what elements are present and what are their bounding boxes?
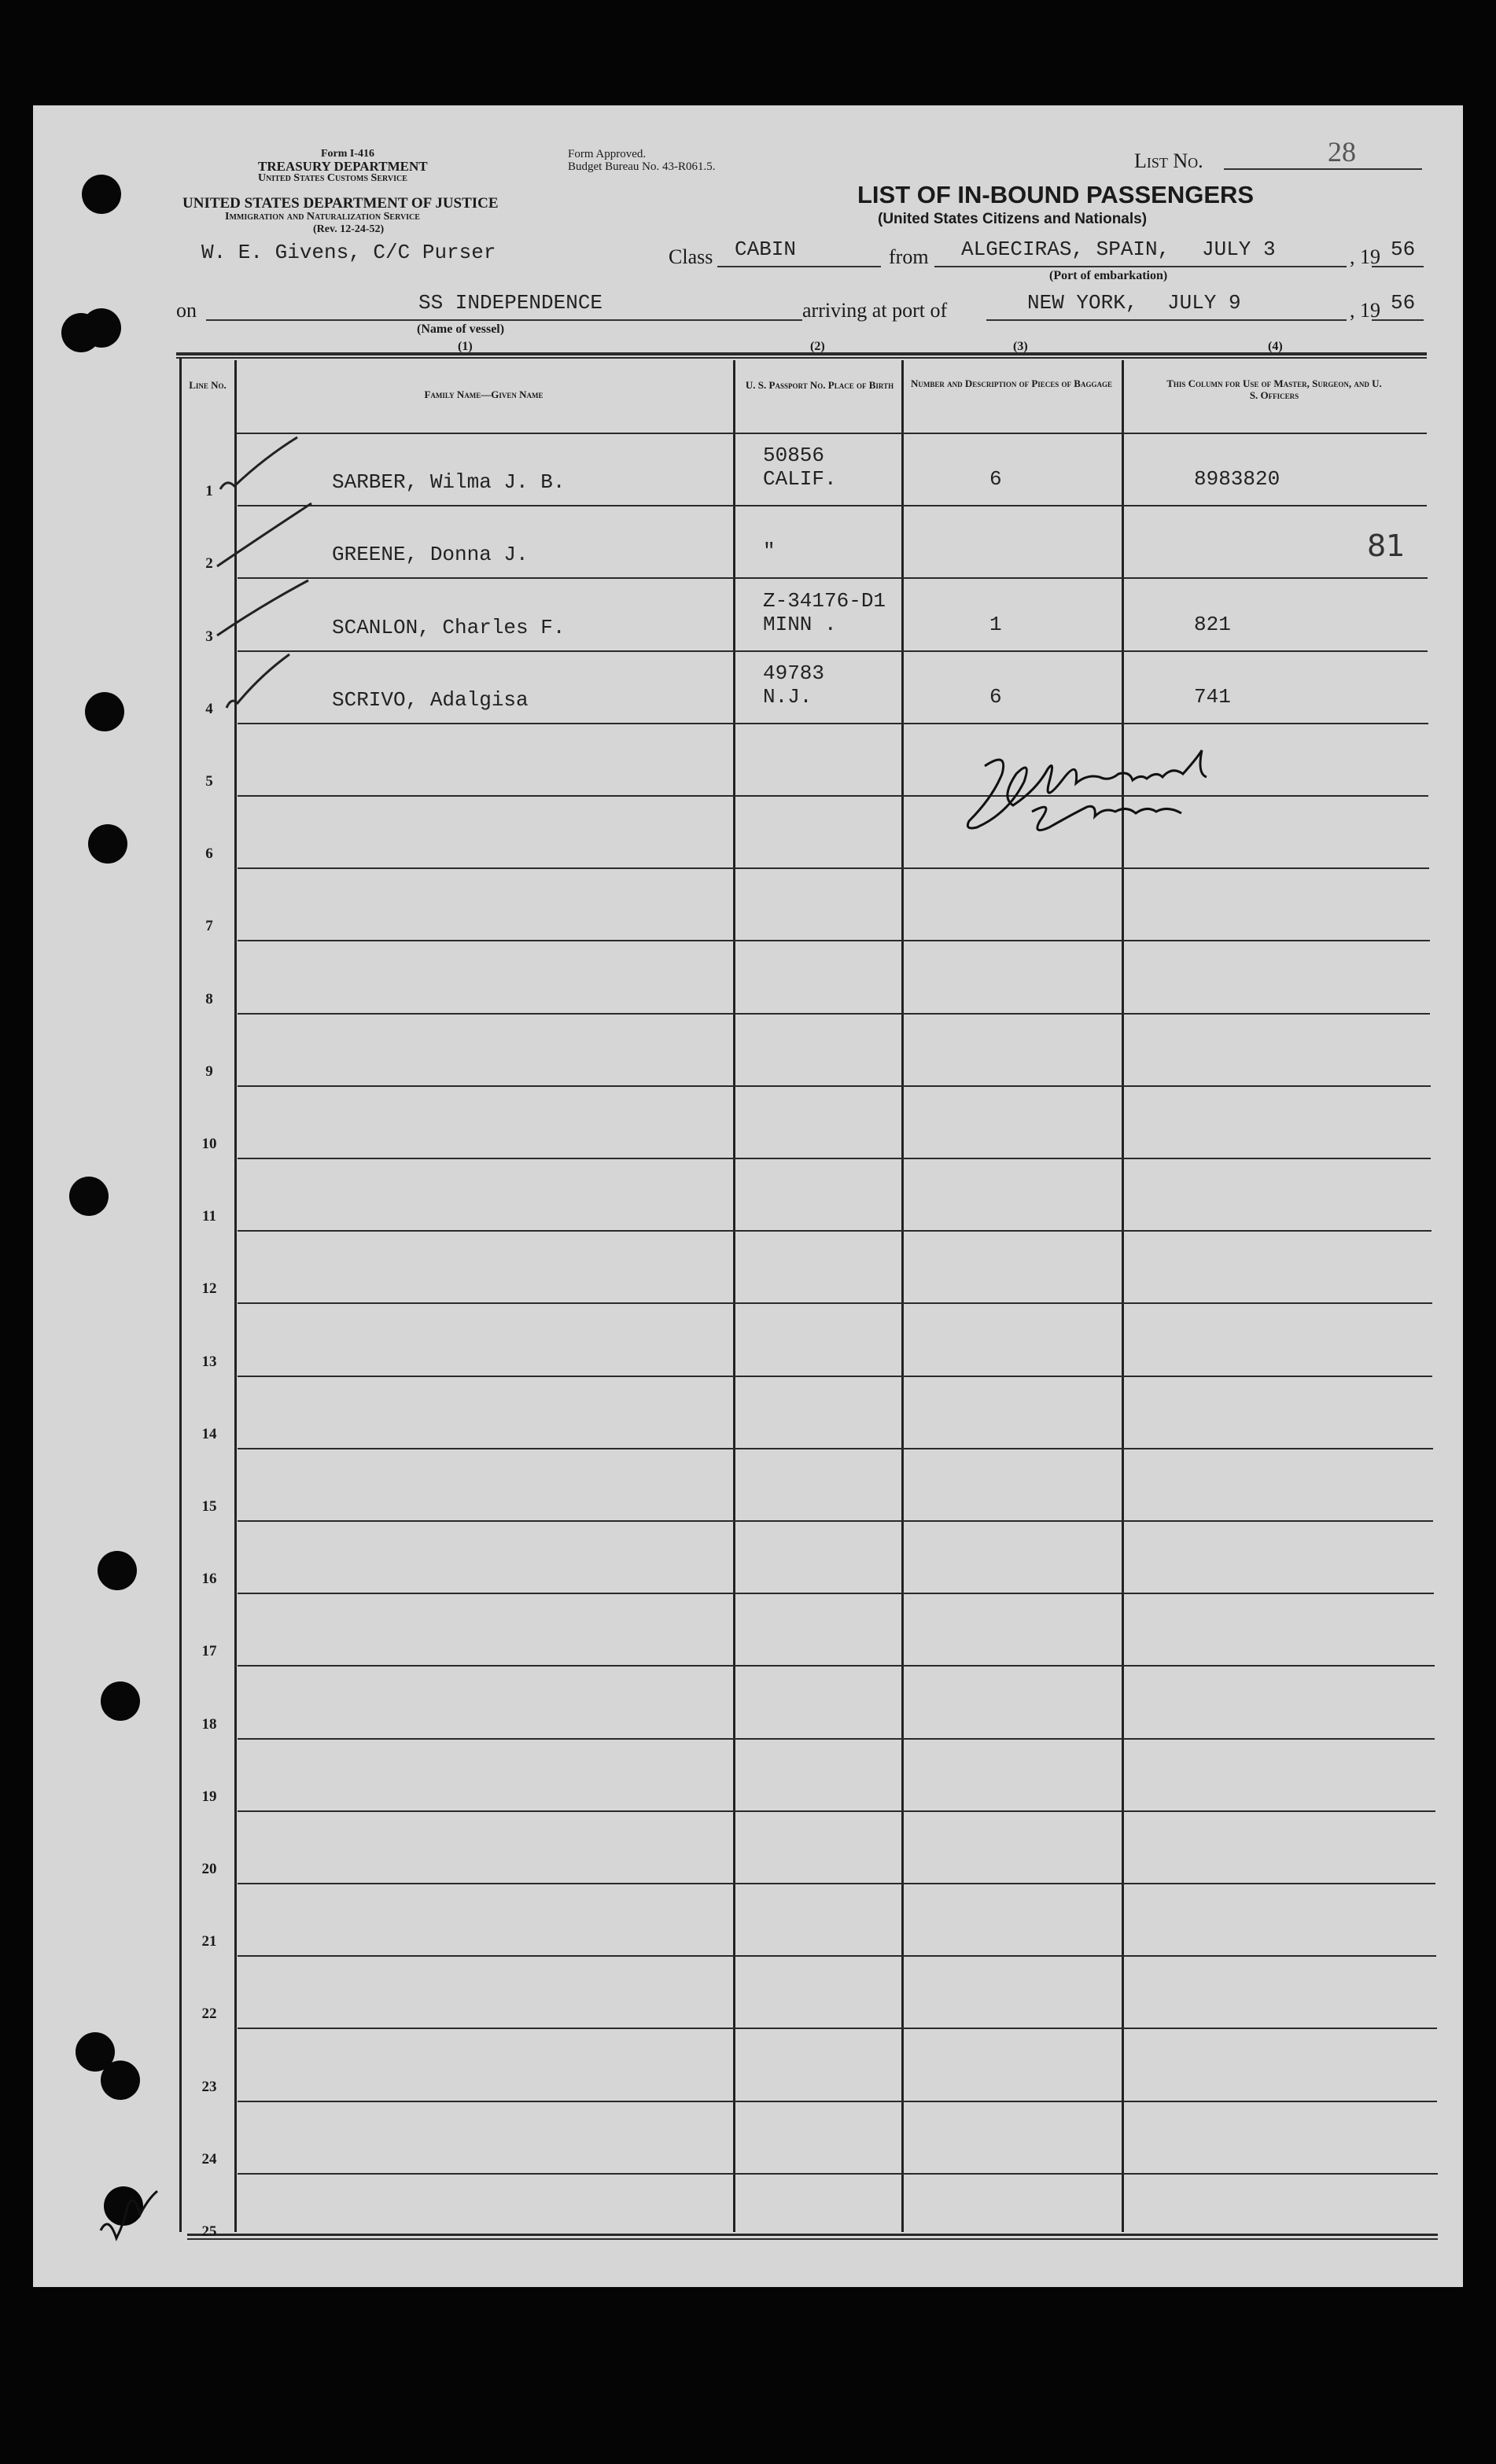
col-number-3: (3): [1013, 340, 1028, 353]
list-no-label: List No.: [1134, 149, 1203, 172]
row-rule: [238, 1013, 1430, 1015]
passenger-name: SCANLON, Charles F.: [332, 615, 566, 639]
row-rule: [238, 1593, 1434, 1594]
initials-mark-icon: [93, 2183, 164, 2246]
header-line-no: Line No.: [189, 379, 227, 391]
header-passport: U. S. Passport No. Place of Birth: [745, 379, 894, 391]
line-number: 18: [201, 1715, 217, 1733]
officer-entry: 8983820: [1194, 467, 1280, 492]
line-number: 22: [201, 2005, 217, 2023]
revision-date: (Rev. 12-24-52): [313, 223, 385, 235]
vessel-name: SS INDEPENDENCE: [418, 291, 603, 315]
form-number: Form I-416: [321, 148, 375, 160]
checkmark-icon: [217, 434, 304, 497]
punch-hole-icon: [88, 824, 127, 864]
place-of-birth: MINN .: [763, 612, 837, 636]
row-rule: [238, 577, 1428, 579]
line-number: 20: [201, 1861, 217, 1877]
line-number: 5: [205, 773, 213, 790]
punch-hole-icon: [82, 308, 121, 348]
year-prefix-2: , 19: [1350, 299, 1380, 322]
place-of-birth: N.J.: [763, 684, 812, 709]
embarkation-year: 56: [1391, 238, 1416, 261]
passenger-name: SARBER, Wilma J. B.: [332, 470, 566, 495]
line-number: 9: [205, 1063, 213, 1080]
place-of-birth: ": [763, 540, 776, 564]
arrival-date: JULY 9: [1167, 291, 1241, 315]
list-no-value: 28: [1328, 136, 1356, 168]
row-rule: [238, 1520, 1433, 1522]
arriving-label: arriving at port of: [802, 299, 948, 322]
customs-service: United States Customs Service: [258, 172, 407, 184]
from-label: from: [889, 245, 929, 268]
baggage-count: 6: [989, 467, 1002, 492]
line-number: 10: [201, 1136, 217, 1152]
form-approved: Form Approved.: [568, 148, 647, 160]
department-of-justice: UNITED STATES DEPARTMENT OF JUSTICE: [182, 195, 499, 212]
line-number: 3: [205, 628, 213, 645]
passenger-name: GREENE, Donna J.: [332, 543, 529, 567]
row-rule: [238, 650, 1428, 652]
passenger-name: SCRIVO, Adalgisa: [332, 687, 529, 712]
line-number: 4: [205, 700, 213, 717]
passport-number: Z-34176-D1: [763, 588, 886, 613]
line-number: 23: [201, 2078, 217, 2095]
officer-entry: 821: [1194, 612, 1231, 636]
punch-hole-icon: [85, 692, 124, 731]
checkmark-icon: [214, 577, 313, 640]
row-rule: [238, 1665, 1435, 1667]
arrival-port: NEW YORK,: [1027, 291, 1138, 315]
passport-number: 49783: [763, 661, 825, 685]
row-rule: [238, 1883, 1435, 1884]
line-number: 8: [205, 990, 213, 1007]
col-number-4: (4): [1268, 340, 1283, 353]
row-rule: [238, 867, 1429, 869]
officer-entry: 81: [1367, 529, 1406, 564]
page-title: LIST OF IN-BOUND PASSENGERS: [857, 181, 1255, 208]
purser-name: W. E. Givens, C/C Purser: [201, 241, 496, 264]
line-number: 1: [205, 483, 213, 500]
line-number: 11: [202, 1208, 216, 1225]
row-rule: [238, 2101, 1437, 2102]
place-of-birth: CALIF.: [763, 467, 837, 492]
checkmark-icon: [214, 500, 316, 571]
punch-hole-icon: [98, 1551, 137, 1590]
punch-hole-icon: [69, 1177, 109, 1216]
page-subtitle: (United States Citizens and Nationals): [878, 211, 1148, 227]
embarkation-date: JULY 3: [1202, 238, 1276, 261]
row-rule: [238, 1230, 1432, 1232]
treasury-department: TREASURY DEPARTMENT: [258, 159, 428, 174]
row-rule: [238, 2173, 1438, 2175]
line-number: 16: [201, 1571, 217, 1588]
line-number: 6: [205, 845, 213, 863]
line-number: 25: [201, 2223, 217, 2240]
header-baggage: Number and Description of Pieces of Baggage: [911, 378, 1112, 389]
signature-icon: [961, 742, 1221, 845]
on-label: on: [176, 299, 197, 322]
line-number: 19: [201, 1788, 217, 1805]
checkmark-icon: [223, 651, 294, 713]
line-number: 15: [201, 1498, 217, 1515]
row-rule: [238, 795, 1428, 797]
year-prefix-1: 19: [1360, 245, 1380, 268]
col-number-2: (2): [810, 340, 825, 353]
baggage-count: 6: [989, 684, 1002, 709]
row-rule: [238, 1376, 1432, 1377]
line-number: 2: [205, 555, 213, 573]
class-value: CABIN: [735, 238, 797, 261]
header-officers: This Column for Use of Master, Surgeon, and U. S. Officers: [1166, 378, 1382, 401]
vessel-caption: (Name of vessel): [417, 322, 505, 336]
embarkation-port: ALGECIRAS, SPAIN,: [961, 238, 1170, 261]
line-number: 7: [205, 918, 213, 935]
line-number: 21: [201, 1933, 217, 1950]
row-rule: [238, 723, 1428, 724]
baggage-count: 1: [989, 612, 1002, 636]
officer-entry: 741: [1194, 684, 1231, 709]
line-number: 24: [201, 2150, 217, 2168]
row-rule: [238, 1085, 1431, 1087]
line-number: 12: [201, 1280, 217, 1298]
line-number: 13: [201, 1353, 217, 1370]
line-number: 14: [201, 1425, 217, 1442]
row-rule: [238, 1810, 1435, 1812]
row-rule: [238, 505, 1427, 506]
port-caption: (Port of embarkation): [1049, 269, 1168, 282]
row-rule: [238, 1448, 1433, 1449]
punch-hole-icon: [101, 1681, 140, 1721]
header-name: Family Name—Given Name: [424, 389, 543, 400]
arrival-year: 56: [1391, 291, 1416, 315]
punch-hole-icon: [82, 175, 121, 214]
row-rule: [238, 2028, 1437, 2029]
row-rule: [238, 1302, 1432, 1304]
col-number-1: (1): [458, 340, 473, 353]
passport-number: 50856: [763, 444, 825, 468]
row-rule: [238, 1955, 1436, 1957]
row-rule: [238, 1158, 1431, 1159]
budget-bureau: Budget Bureau No. 43-R061.5.: [568, 160, 716, 173]
row-rule: [238, 940, 1430, 941]
class-label: Class: [669, 245, 713, 268]
punch-hole-icon: [101, 2061, 140, 2100]
line-number: 17: [201, 1643, 217, 1660]
immigration-service: Immigration and Naturalization Service: [225, 211, 420, 223]
row-rule: [238, 1738, 1435, 1740]
comma-1: ,: [1350, 245, 1355, 268]
